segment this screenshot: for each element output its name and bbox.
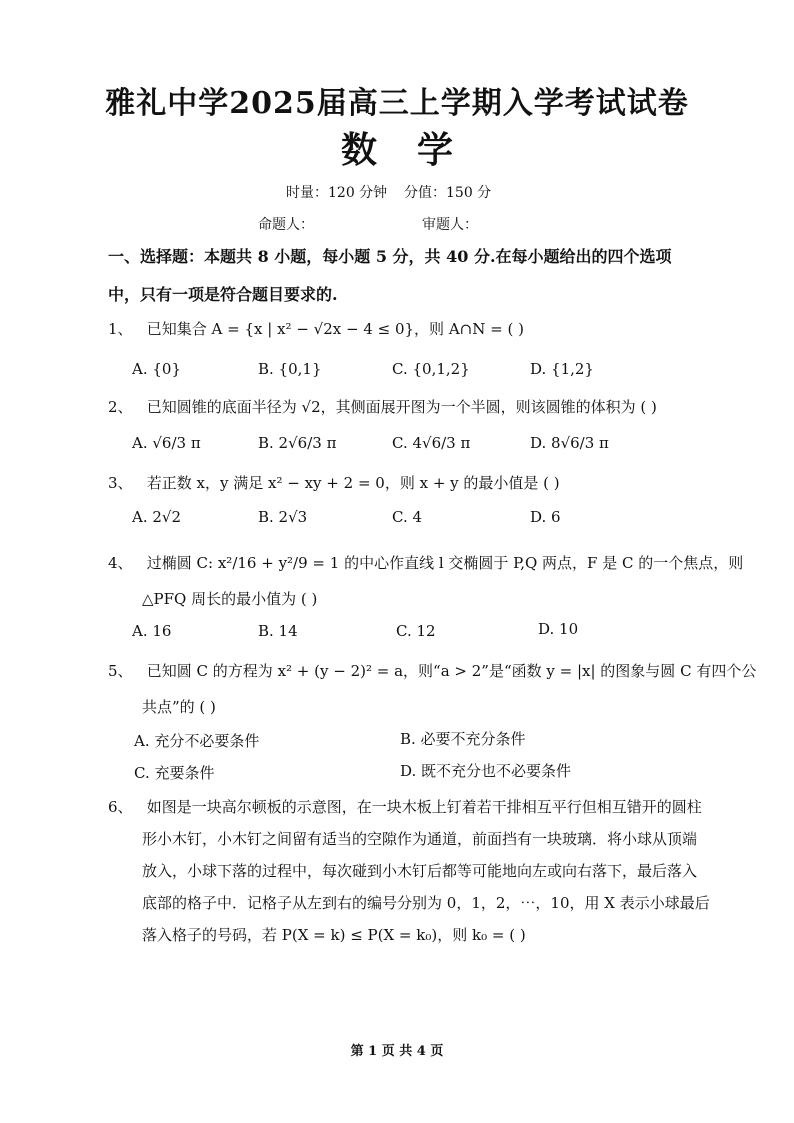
question-5 [108,660,756,681]
score-info: 分值：150 分 [404,185,492,201]
question-text: 过椭圆 C: x²/16 + y²/9 = 1 的中心作直线 l 交椭圆于 P,Q 两点，F 是 C 的一个焦点，则 [146,554,744,572]
question-number: 1、 [108,320,133,338]
option-b: B. 2√6/3 π [258,434,337,452]
option-d: D. 10 [538,620,579,638]
option-c: C. {0,1,2} [392,360,470,378]
question-text-line-4: 底部的格子中．记格子从左到右的编号分别为 0，1，2，⋯，10，用 X 表示小球最后 [142,894,710,912]
question-6 [108,796,702,817]
option-b: B. 2√3 [258,508,308,526]
option-a: A. {0} [132,360,181,378]
option-d: D. 6 [530,508,561,526]
question-number: 3、 [108,474,133,492]
option-d: D. 既不充分也不必要条件 [400,762,572,780]
author-info: 命题人： [258,217,314,233]
question-number: 2、 [108,398,133,416]
question-text: 已知圆锥的底面半径为 √2，其侧面展开图为一个半圆，则该圆锥的体积为 ( ) [146,398,657,416]
reviewer-info: 审题人： [422,217,478,233]
subject-title: 数学 [340,129,493,171]
option-b: B. 必要不充分条件 [400,730,526,748]
option-b: B. {0,1} [258,360,322,378]
question-5-continued: 共点”的 ( ) [142,698,216,716]
question-text: 已知圆 C 的方程为 x² + (y − 2)² = a，则“a > 2”是“函数 y = |x| 的图象与圆 C 有四个公 [146,662,757,680]
option-a: A. 16 [132,622,172,640]
question-text-line-2: 形小木钉，小木钉之间留有适当的空隙作为通道，前面挡有一块玻璃．将小球从顶端 [142,830,698,848]
question-text-line-5: 落入格子的号码，若 P(X = k) ≤ P(X = k₀)，则 k₀ = ( ) [142,926,526,944]
option-c: C. 4√6/3 π [392,434,471,452]
option-d: D. 8√6/3 π [530,434,609,452]
question-number: 5、 [108,662,133,680]
question-text: 若正数 x，y 满足 x² − xy + 2 = 0，则 x + y 的最小值是 ( ) [146,474,560,492]
question-text-line-3: 放入，小球下落的过程中，每次碰到小木钉后都等可能地向左或向右落下，最后落入 [142,862,698,880]
question-1 [108,318,524,339]
question-4 [108,552,743,573]
option-a: A. 2√2 [132,508,182,526]
option-c: C. 12 [396,622,436,640]
option-a: A. √6/3 π [132,434,201,452]
option-c: C. 4 [392,508,423,526]
page-footer: 第 1 页 共 4 页 [350,1044,444,1059]
option-d: D. {1,2} [530,360,594,378]
section-heading: 一、选择题：本题共 8 小题，每小题 5 分，共 40 分.在每小题给出的四个选项中，只有一项是符合题目要求的. [108,247,672,304]
option-a: A. 充分不必要条件 [134,732,260,750]
option-c: C. 充要条件 [134,764,215,782]
question-4-continued: △PFQ 周长的最小值为 ( ) [142,590,318,608]
question-number: 6、 [108,798,133,816]
question-text: 已知集合 A = {x | x² − √2x − 4 ≤ 0}，则 A∩N = ( ) [146,320,524,338]
time-info: 时量：120 分钟 [286,185,388,201]
exam-title: 雅礼中学2025届高三上学期入学考试试卷 [105,86,689,121]
question-2 [108,396,657,417]
question-3 [108,472,560,493]
question-text-line-1: 如图是一块高尔顿板的示意图，在一块木板上钉着若干排相互平行但相互错开的圆柱 [146,798,702,816]
question-number: 4、 [108,554,133,572]
option-b: B. 14 [258,622,298,640]
